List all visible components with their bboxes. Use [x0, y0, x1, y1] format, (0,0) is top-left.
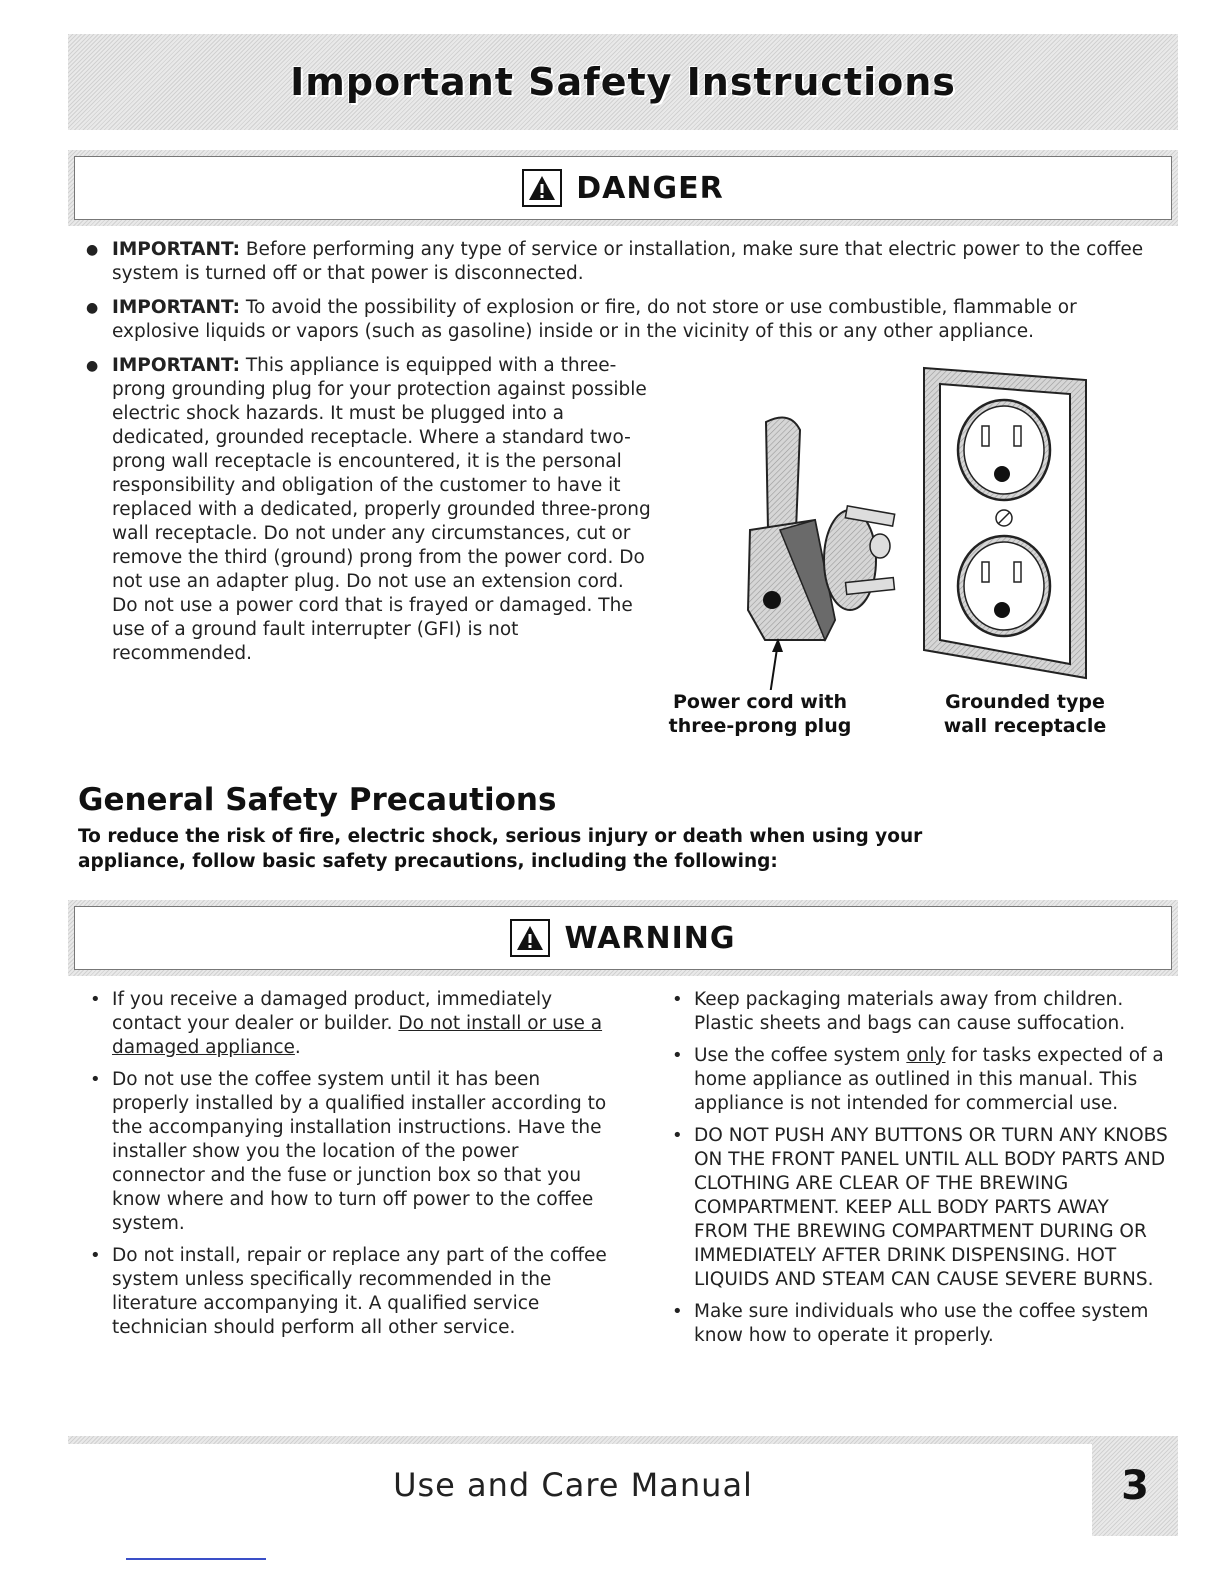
- item-lead: IMPORTANT:: [112, 355, 240, 376]
- list-item: [86, 238, 1156, 286]
- item-underlined-text: only: [906, 1045, 946, 1066]
- header-band: [68, 34, 1178, 130]
- item-text: To avoid the possibility of explosion or fire, do not store or use combustible, flammable or explosive liquids or vapors (such as gasoline) inside or in the vicinity of this or any other appliance.: [112, 297, 1077, 342]
- list-item: [86, 1068, 616, 1236]
- warning-list-right: [668, 988, 1168, 1356]
- item-text: Make sure individuals who use the coffee system know how to operate it properly.: [694, 1301, 1149, 1346]
- warning-label: WARNING: [564, 920, 736, 956]
- page-number-box: [1092, 1436, 1178, 1536]
- item-text: Before performing any type of service or installation, make sure that electric power to the coffee system is turned off or that power is disconnected.: [112, 239, 1144, 284]
- page-title: Important Safety Instructions: [290, 60, 956, 104]
- warning-triangle-icon: [522, 169, 562, 207]
- plug-illustration: [640, 360, 1160, 690]
- item-text: Do not use the coffee system until it has been properly installed by a qualified installer according to the accompanying installation instructions. Have the installer show you the location of the power connector and the fuse or junction box so that you know where and how to turn off power to the coffee system.: [112, 1069, 607, 1234]
- plug-caption-line2: three-prong plug: [668, 715, 852, 737]
- link-underline: [126, 1558, 266, 1560]
- danger-banner: [68, 150, 1178, 226]
- warning-triangle-icon: [510, 919, 550, 957]
- footer-divider: [68, 1436, 1178, 1444]
- item-text: Use the coffee system: [694, 1045, 907, 1066]
- item-text: Do not install, repair or replace any part of the coffee system unless specifically recommended in the literature accompanying it. A qualified service technician should perform all other service.: [112, 1245, 607, 1338]
- list-item: [86, 296, 1156, 344]
- outlet-caption-line2: wall receptacle: [943, 715, 1107, 737]
- list-item: [668, 988, 1168, 1036]
- list-item: [86, 988, 616, 1060]
- item-text-after: .: [294, 1037, 301, 1058]
- item-text: Keep packaging materials away from children. Plastic sheets and bags can cause suffocation.: [694, 989, 1126, 1034]
- item-text-after: for tasks expected of a home appliance as outlined in this manual. This appliance is not intended for commercial use.: [694, 1045, 1164, 1114]
- warning-banner: [68, 900, 1178, 976]
- item-text: If you receive a damaged product, immediately contact your dealer or builder.: [112, 989, 553, 1034]
- plug-caption-line1: Power cord with: [673, 691, 847, 713]
- list-item: [668, 1124, 1168, 1292]
- plug-outlet-figure: [640, 360, 1160, 750]
- footer-title: Use and Care Manual: [393, 1466, 753, 1504]
- item-text: DO NOT PUSH ANY BUTTONS OR TURN ANY KNOBS ON THE FRONT PANEL UNTIL ALL BODY PARTS AND CLOTHING ARE CLEAR OF THE BREWING COMPARTMENT. KEEP ALL BODY PARTS AWAY FROM THE BREWING COMPARTMENT DURING OR IMMEDIATELY AFTER DRINK DISPENSING. HOT LIQUIDS AND STEAM CAN CAUSE SEVERE BURNS.: [694, 1125, 1168, 1290]
- section-subtitle: To reduce the risk of fire, electric shock, serious injury or death when using your appliance, follow basic safety precautions, including the following:: [78, 826, 923, 872]
- outlet-caption-line1: Grounded type: [945, 691, 1105, 713]
- section-title: General Safety Precautions: [78, 782, 557, 818]
- item-underlined-text: Do not install or use a damaged appliance: [112, 1013, 603, 1058]
- warning-list-left: [86, 988, 616, 1348]
- page-number: 3: [1121, 1463, 1149, 1509]
- list-item: [86, 354, 652, 666]
- danger-label: DANGER: [576, 170, 724, 206]
- list-item: [668, 1300, 1168, 1348]
- list-item: [86, 1244, 616, 1340]
- footer: [68, 1436, 1178, 1536]
- list-item: [668, 1044, 1168, 1116]
- item-text: This appliance is equipped with a three-prong grounding plug for your protection against possible electric shock hazards. It must be plugged into a dedicated, grounded receptacle. Where a standard two-prong wall receptacle is encountered, it is the personal responsibility and obligation of the customer to have it replaced with a dedicated, properly grounded three-prong wall receptacle. Do not under any circumstances, cut or remove the third (ground) prong from the power cord. Do not use an adapter plug. Do not use an extension cord. Do not use a power cord that is frayed or damaged. The use of a ground fault interrupter (GFI) is not recommended.: [112, 355, 651, 664]
- item-lead: IMPORTANT:: [112, 239, 240, 260]
- item-lead: IMPORTANT:: [112, 297, 240, 318]
